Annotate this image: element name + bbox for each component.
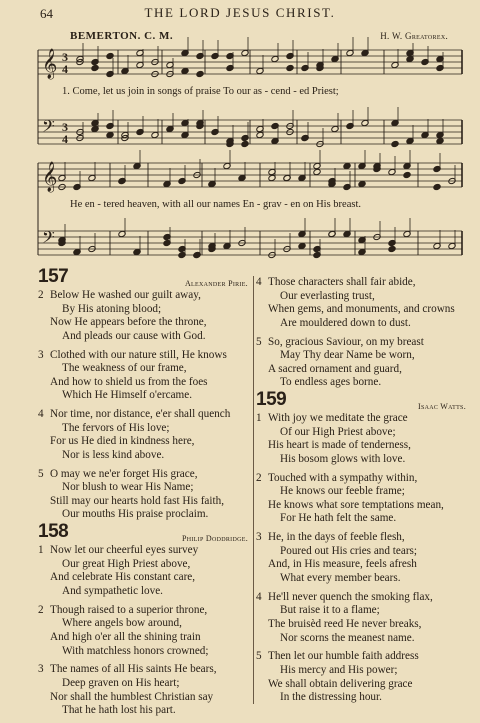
verse-line bbox=[38, 558, 248, 572]
time-signature-icon: 4 bbox=[62, 132, 68, 146]
note-head-icon bbox=[433, 183, 441, 190]
verse-text: May Thy dear Name be worn, bbox=[280, 349, 415, 362]
verse-number: 4 bbox=[256, 590, 262, 603]
verse-line bbox=[38, 468, 248, 482]
verse-line bbox=[38, 617, 248, 631]
verse-text: So, gracious Saviour, on my breast bbox=[268, 335, 424, 348]
verse-text: And celebrate His constant care, bbox=[50, 571, 196, 584]
verse-text: Our mouths His praise proclaim. bbox=[62, 508, 209, 521]
hymn-number: 158 bbox=[38, 521, 69, 543]
verse-number: 1 bbox=[256, 412, 262, 425]
verse-line bbox=[256, 376, 466, 390]
verse-number: 3 bbox=[256, 531, 262, 544]
verse-text: His heart is made of tenderness, bbox=[268, 439, 411, 452]
verse-text: He'll never quench the smoking flax, bbox=[268, 590, 433, 603]
verse-line bbox=[256, 472, 466, 486]
verse-number: 5 bbox=[256, 650, 262, 663]
verse-line bbox=[256, 412, 466, 426]
verse-text: Our everlasting trust, bbox=[280, 289, 375, 302]
verse-number: 4 bbox=[38, 408, 44, 421]
page-number: 64 bbox=[40, 6, 53, 21]
hymn-verse bbox=[256, 650, 466, 704]
verse-line bbox=[38, 585, 248, 599]
verse-text: Nor shall the humblest Christian say bbox=[50, 690, 214, 703]
hymn-author: Isaac Watts. bbox=[417, 402, 466, 412]
verse-text: The weakness of our frame, bbox=[62, 362, 187, 375]
verse-line bbox=[256, 336, 466, 350]
verse-line bbox=[256, 604, 466, 618]
verse-text: With matchless honors crowned; bbox=[62, 644, 209, 657]
hymn-verse bbox=[256, 591, 466, 645]
verse-number: 2 bbox=[256, 471, 262, 484]
verse-text: We shall obtain delivering grace bbox=[268, 677, 413, 690]
right-column bbox=[256, 276, 466, 710]
verse-text: To endless ages borne. bbox=[280, 376, 382, 389]
verse-line bbox=[38, 422, 248, 436]
hymn-author: Philip Doddridge. bbox=[182, 534, 248, 544]
verse-line bbox=[256, 426, 466, 440]
verse-text: And sympathetic love. bbox=[62, 585, 163, 598]
note-head-icon bbox=[181, 67, 189, 74]
verse-line bbox=[38, 645, 248, 659]
verse-line bbox=[38, 449, 248, 463]
verse-text: Where angels bow around, bbox=[62, 617, 182, 630]
verse-text: Touched with a sympathy within, bbox=[268, 471, 418, 484]
verse-text: For us He died in kindness here, bbox=[50, 435, 195, 448]
verse-number: 2 bbox=[38, 603, 44, 616]
verse-line bbox=[38, 376, 248, 390]
verse-number: 2 bbox=[38, 289, 44, 301]
verse-line bbox=[38, 289, 248, 303]
lyric-line-1: 1. Come, let us join in songs of praise To our as - cend - ed Priest; bbox=[62, 86, 339, 97]
verse-text: That he hath lost his part. bbox=[62, 704, 176, 717]
hymn-header bbox=[256, 389, 466, 412]
hymn-verse bbox=[256, 276, 466, 330]
note-head-icon bbox=[343, 162, 351, 169]
verse-line bbox=[256, 499, 466, 513]
verse-line bbox=[38, 349, 248, 363]
note-head-icon bbox=[118, 177, 126, 184]
treble-clef-icon: 𝄞 bbox=[42, 162, 58, 192]
verse-number: 5 bbox=[256, 335, 262, 348]
verse-text: He knows what sore temptations mean, bbox=[268, 498, 444, 511]
time-signature-icon: 3 bbox=[62, 120, 68, 134]
note-head-icon bbox=[403, 171, 411, 178]
note-head-icon bbox=[193, 251, 201, 258]
verse-text: The names of all His saints He bears, bbox=[50, 663, 217, 676]
hymn-header bbox=[38, 266, 248, 289]
verse-text: Nor scorns the meanest name. bbox=[280, 631, 415, 644]
verse-text: And how to shield us from the foes bbox=[50, 375, 208, 388]
verse-line bbox=[256, 650, 466, 664]
verse-line bbox=[256, 276, 466, 290]
note-head-icon bbox=[436, 137, 444, 144]
verse-line bbox=[38, 316, 248, 330]
verse-line bbox=[38, 481, 248, 495]
note-head-icon bbox=[196, 70, 204, 77]
verse-number: 5 bbox=[38, 467, 44, 480]
verse-text: Nor blush to wear His Name; bbox=[62, 481, 194, 494]
verse-text: Below He washed our guilt away, bbox=[50, 289, 201, 301]
verse-text: He, in the days of feeble flesh, bbox=[268, 531, 405, 544]
verse-line bbox=[38, 330, 248, 344]
note-head-icon bbox=[301, 134, 309, 141]
verse-line bbox=[38, 631, 248, 645]
note-head-icon bbox=[298, 242, 306, 249]
verse-line bbox=[256, 317, 466, 331]
verse-line bbox=[256, 303, 466, 317]
hymn-verse bbox=[256, 472, 466, 526]
verse-line bbox=[256, 664, 466, 678]
verse-line bbox=[256, 485, 466, 499]
verse-text: Clothed with our nature still, He knows bbox=[50, 348, 227, 361]
verse-text: When gems, and monuments, and crowns bbox=[268, 303, 455, 316]
verse-line bbox=[256, 678, 466, 692]
verse-text: By His atoning blood; bbox=[62, 302, 162, 315]
verse-text: His mercy and His power; bbox=[280, 663, 398, 676]
hymn-verse bbox=[38, 468, 248, 522]
hymn-header bbox=[38, 521, 248, 544]
running-title: THE LORD JESUS CHRIST. bbox=[144, 5, 336, 20]
hymn-author: Alexander Pirie. bbox=[184, 279, 248, 288]
verse-line bbox=[256, 558, 466, 572]
verse-line bbox=[256, 512, 466, 526]
verse-number: 3 bbox=[38, 348, 44, 361]
verse-text: And, in His measure, feels afresh bbox=[268, 558, 417, 571]
verse-line bbox=[38, 435, 248, 449]
verse-line bbox=[256, 545, 466, 559]
note-head-icon bbox=[241, 140, 249, 147]
verse-line bbox=[256, 691, 466, 705]
verse-line bbox=[256, 618, 466, 632]
note-head-icon bbox=[208, 180, 216, 187]
hymn-verse bbox=[38, 663, 248, 717]
verse-line bbox=[38, 704, 248, 718]
hymn-verse bbox=[38, 544, 248, 598]
note-head-icon bbox=[358, 180, 366, 187]
verse-text: And pleads our cause with God. bbox=[62, 329, 206, 342]
verse-text: His bosom glows with love. bbox=[280, 452, 406, 465]
verse-number: 1 bbox=[38, 544, 44, 557]
verse-text: Nor is less kind above. bbox=[62, 448, 165, 461]
lyric-line-2: He en - tered heaven, with all our names En - grav - en on His breast. bbox=[70, 199, 361, 210]
verse-line bbox=[38, 303, 248, 317]
verse-line bbox=[38, 604, 248, 618]
verse-text: Those characters shall fair abide, bbox=[268, 276, 416, 288]
verse-line bbox=[38, 544, 248, 558]
verse-text: Then let our humble faith address bbox=[268, 650, 419, 663]
verse-text: A sacred ornament and guard, bbox=[268, 362, 402, 375]
verse-text: Now He appears before the throne, bbox=[50, 316, 207, 329]
verse-text: Though raised to a superior throne, bbox=[50, 603, 208, 616]
note-head-icon bbox=[391, 140, 399, 147]
verse-text: And high o'er all the shining train bbox=[50, 631, 201, 643]
verse-line bbox=[38, 495, 248, 509]
verse-line bbox=[256, 632, 466, 646]
tune-name: BEMERTON. C. M. bbox=[70, 30, 174, 42]
hymn-verse bbox=[38, 289, 248, 343]
hymn-number: 159 bbox=[256, 389, 287, 411]
verse-text: Deep graven on His heart; bbox=[62, 676, 180, 689]
verse-text: Our great High Priest above, bbox=[62, 557, 191, 570]
verse-text: In the distressing hour. bbox=[280, 691, 382, 704]
verse-line bbox=[38, 408, 248, 422]
tune-composer: H. W. Greatorex. bbox=[380, 31, 448, 41]
verse-number: 3 bbox=[38, 663, 44, 676]
verse-text: O may we ne'er forget His grace, bbox=[50, 467, 198, 480]
verse-line bbox=[38, 663, 248, 677]
hymn-verse bbox=[38, 408, 248, 462]
hymn-verse bbox=[256, 336, 466, 390]
hymn-verse bbox=[38, 349, 248, 403]
verse-text: Of our High Priest above; bbox=[280, 425, 396, 438]
hymn-verse bbox=[256, 531, 466, 585]
verse-line bbox=[38, 677, 248, 691]
verse-text: The fervors of His love; bbox=[62, 421, 170, 434]
verse-line bbox=[38, 362, 248, 376]
verse-text: Now let our cheerful eyes survey bbox=[50, 544, 199, 557]
verse-line bbox=[256, 349, 466, 363]
verse-text: What every member bears. bbox=[280, 572, 401, 585]
verse-number: 4 bbox=[256, 276, 262, 288]
note-head-icon bbox=[106, 131, 114, 138]
note-head-icon bbox=[286, 64, 294, 71]
hymn-verse bbox=[38, 604, 248, 658]
verse-line bbox=[256, 290, 466, 304]
verse-text: But raise it to a flame; bbox=[280, 604, 380, 617]
verse-line bbox=[256, 572, 466, 586]
verse-line bbox=[256, 453, 466, 467]
left-column bbox=[38, 266, 248, 723]
verse-text: For He hath felt the same. bbox=[280, 512, 397, 525]
column-divider bbox=[253, 276, 254, 704]
note-head-icon bbox=[313, 168, 321, 175]
verse-line bbox=[256, 439, 466, 453]
hymn-verse bbox=[256, 412, 466, 466]
verse-text: The bruisèd reed He never breaks, bbox=[268, 618, 422, 630]
bass-clef-icon: 𝄢 bbox=[42, 227, 55, 251]
time-signature-icon: 4 bbox=[62, 62, 68, 76]
verse-line bbox=[38, 571, 248, 585]
verse-line bbox=[256, 531, 466, 545]
verse-text: Are mouldered down to dust. bbox=[280, 316, 411, 329]
verse-line bbox=[38, 508, 248, 522]
bass-clef-icon: 𝄢 bbox=[42, 116, 55, 140]
verse-text: Nor time, nor distance, e'er shall quench bbox=[50, 408, 231, 421]
time-signature-icon: 3 bbox=[62, 50, 68, 64]
note-head-icon bbox=[388, 245, 396, 252]
note-head-icon bbox=[91, 64, 99, 71]
treble-clef-icon: 𝄞 bbox=[42, 49, 58, 79]
verse-text: He knows our feeble frame; bbox=[280, 485, 405, 498]
verse-line bbox=[256, 363, 466, 377]
verse-text: Poured out His cries and tears; bbox=[280, 544, 418, 557]
verse-line bbox=[256, 591, 466, 605]
music-score bbox=[0, 0, 480, 270]
verse-line bbox=[38, 389, 248, 403]
verse-text: Which He Himself o'ercame. bbox=[62, 389, 192, 402]
verse-text: With joy we meditate the grace bbox=[268, 412, 408, 425]
verse-text: Still may our hearts hold fast His faith, bbox=[50, 494, 225, 507]
verse-line bbox=[38, 691, 248, 705]
hymn-number: 157 bbox=[38, 266, 69, 287]
